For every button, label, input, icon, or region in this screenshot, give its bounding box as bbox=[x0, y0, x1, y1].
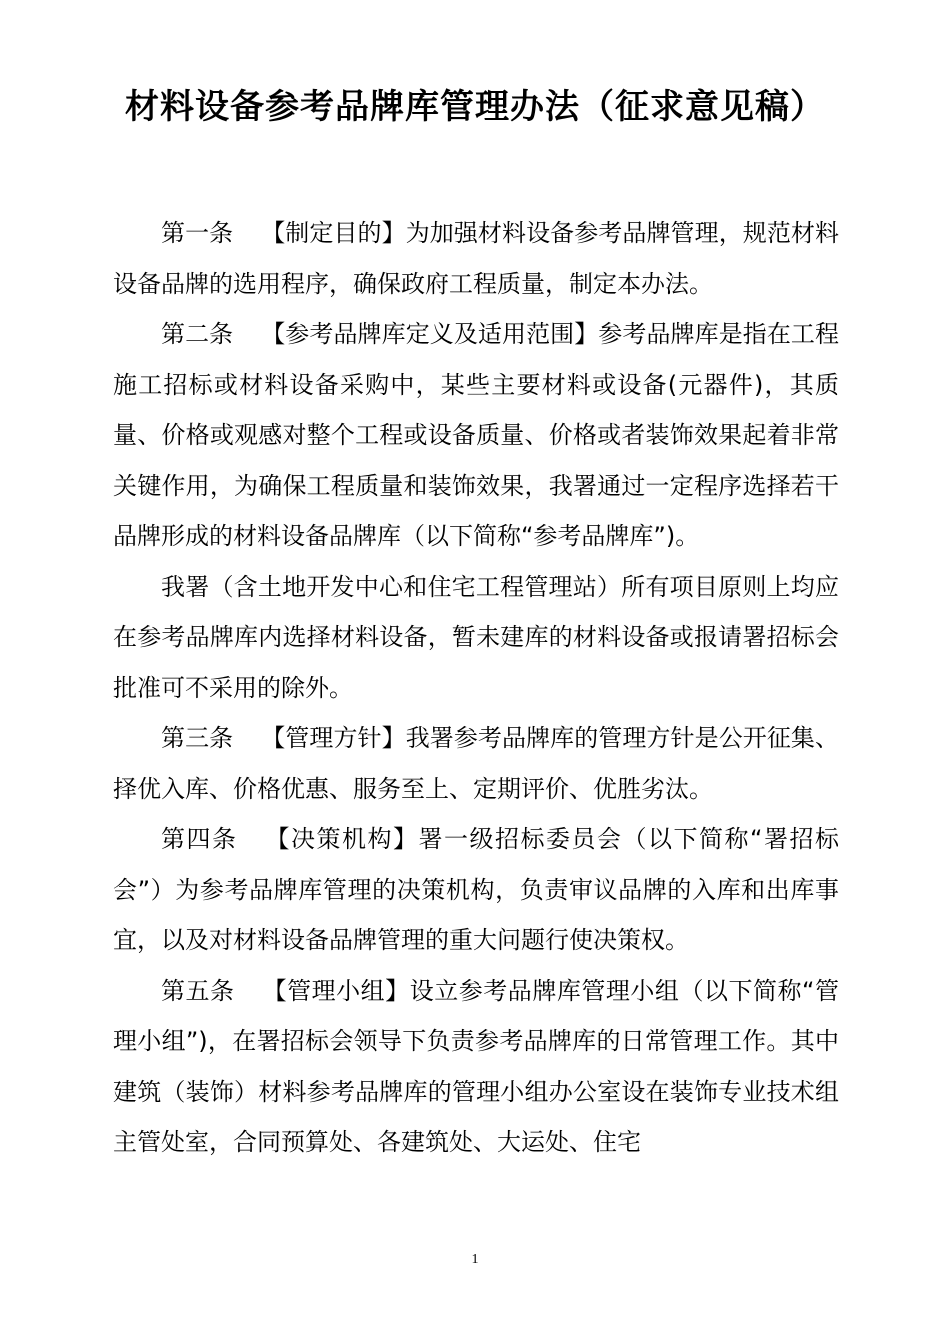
paragraph-text: 我署（含土地开发中心和住宅工程管理站）所有项目原则上均应在参考品牌库内选择材料设备，暂未建库的材料设备或报请署招标会批准可不采用的除外。 bbox=[113, 572, 839, 702]
article-number: 第五条 bbox=[161, 976, 235, 1005]
article-5 bbox=[113, 966, 839, 1168]
document-title: 材料设备参考品牌库管理办法（征求意见稿） bbox=[125, 87, 825, 127]
article-number: 第四条 bbox=[161, 825, 238, 853]
article-2-continuation bbox=[113, 562, 839, 714]
article-3 bbox=[113, 713, 839, 814]
article-number: 第三条 bbox=[161, 724, 234, 752]
article-text: 【管理小组】设立参考品牌库管理小组（以下简称“管理小组”)，在署招标会领导下负责参考品牌库的日常管理工作。其中建筑（装饰）材料参考品牌库的管理小组办公室设在装饰专业技术组主管处室，合同预算处、各建筑处、大运处、住宅 bbox=[113, 976, 840, 1156]
article-text: 【决策机构】署一级招标委员会（以下简称“署招标会”）为参考品牌库管理的决策机构，负责审议品牌的入库和出库事宜，以及对材料设备品牌管理的重大问题行使决策权。 bbox=[113, 825, 840, 954]
article-number: 第一条 bbox=[161, 219, 234, 247]
article-text: 【管理方针】我署参考品牌库的管理方针是公开征集、择优入库、价格优惠、服务至上、定期评价、优胜劣汰。 bbox=[113, 724, 840, 803]
page-number: 1 bbox=[471, 1252, 479, 1267]
article-text: 【参考品牌库定义及适用范围】参考品牌库是指在工程施工招标或材料设备采购中，某些主要材料或设备(元器件)，其质量、价格或观感对整个工程或设备质量、价格或者装饰效果起着非常关键作用，为确保工程质量和装饰效果，我署通过一定程序选择若干品牌形成的材料设备品牌库（以下简称“参考品牌库”)。 bbox=[113, 320, 840, 550]
article-number: 第二条 bbox=[161, 320, 234, 348]
article-4 bbox=[113, 814, 839, 966]
document-body bbox=[113, 208, 839, 1168]
article-text: 【制定目的】为加强材料设备参考品牌管理，规范材料设备品牌的选用程序，确保政府工程质量，制定本办法。 bbox=[113, 219, 840, 298]
article-2 bbox=[113, 309, 839, 562]
article-1 bbox=[113, 208, 839, 309]
